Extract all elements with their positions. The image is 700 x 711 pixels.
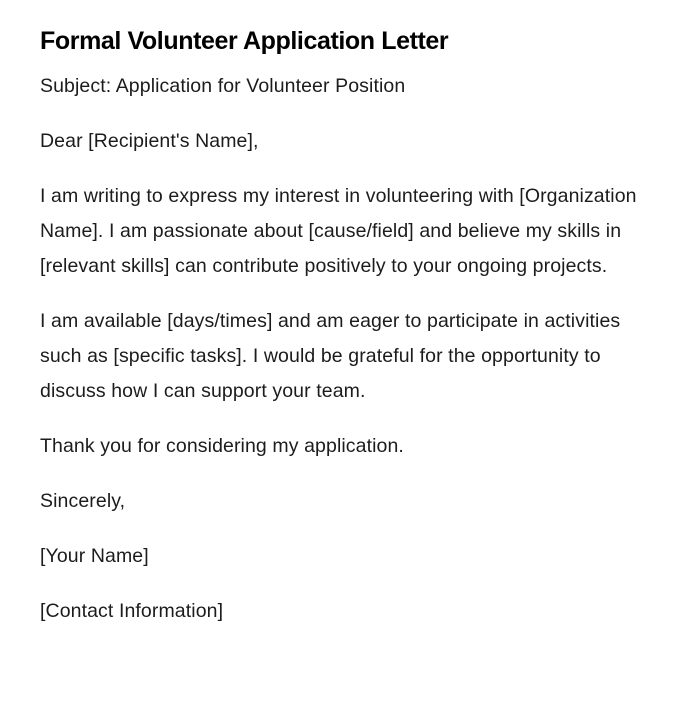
body-paragraph-thanks: Thank you for considering my application. <box>40 435 404 457</box>
salutation: Dear [Recipient's Name], <box>40 130 259 152</box>
document-title: Formal Volunteer Application Letter <box>40 27 449 55</box>
signature-contact: [Contact Information] <box>40 600 224 622</box>
body-paragraph-interest: I am writing to express my interest in volunteering with [Organization Name]. I am passionate about [cause/field] and believe my skills in [relevant skills] can contribute positively to your ongoing projects. <box>40 185 637 277</box>
signature-name: [Your Name] <box>40 545 149 567</box>
body-paragraph-availability: I am available [days/times] and am eager to participate in activities such as [specific tasks]. I would be grateful for the opportunity to discuss how I can support your team. <box>40 310 621 402</box>
closing: Sincerely, <box>40 490 126 512</box>
subject-line: Subject: Application for Volunteer Position <box>40 75 406 97</box>
